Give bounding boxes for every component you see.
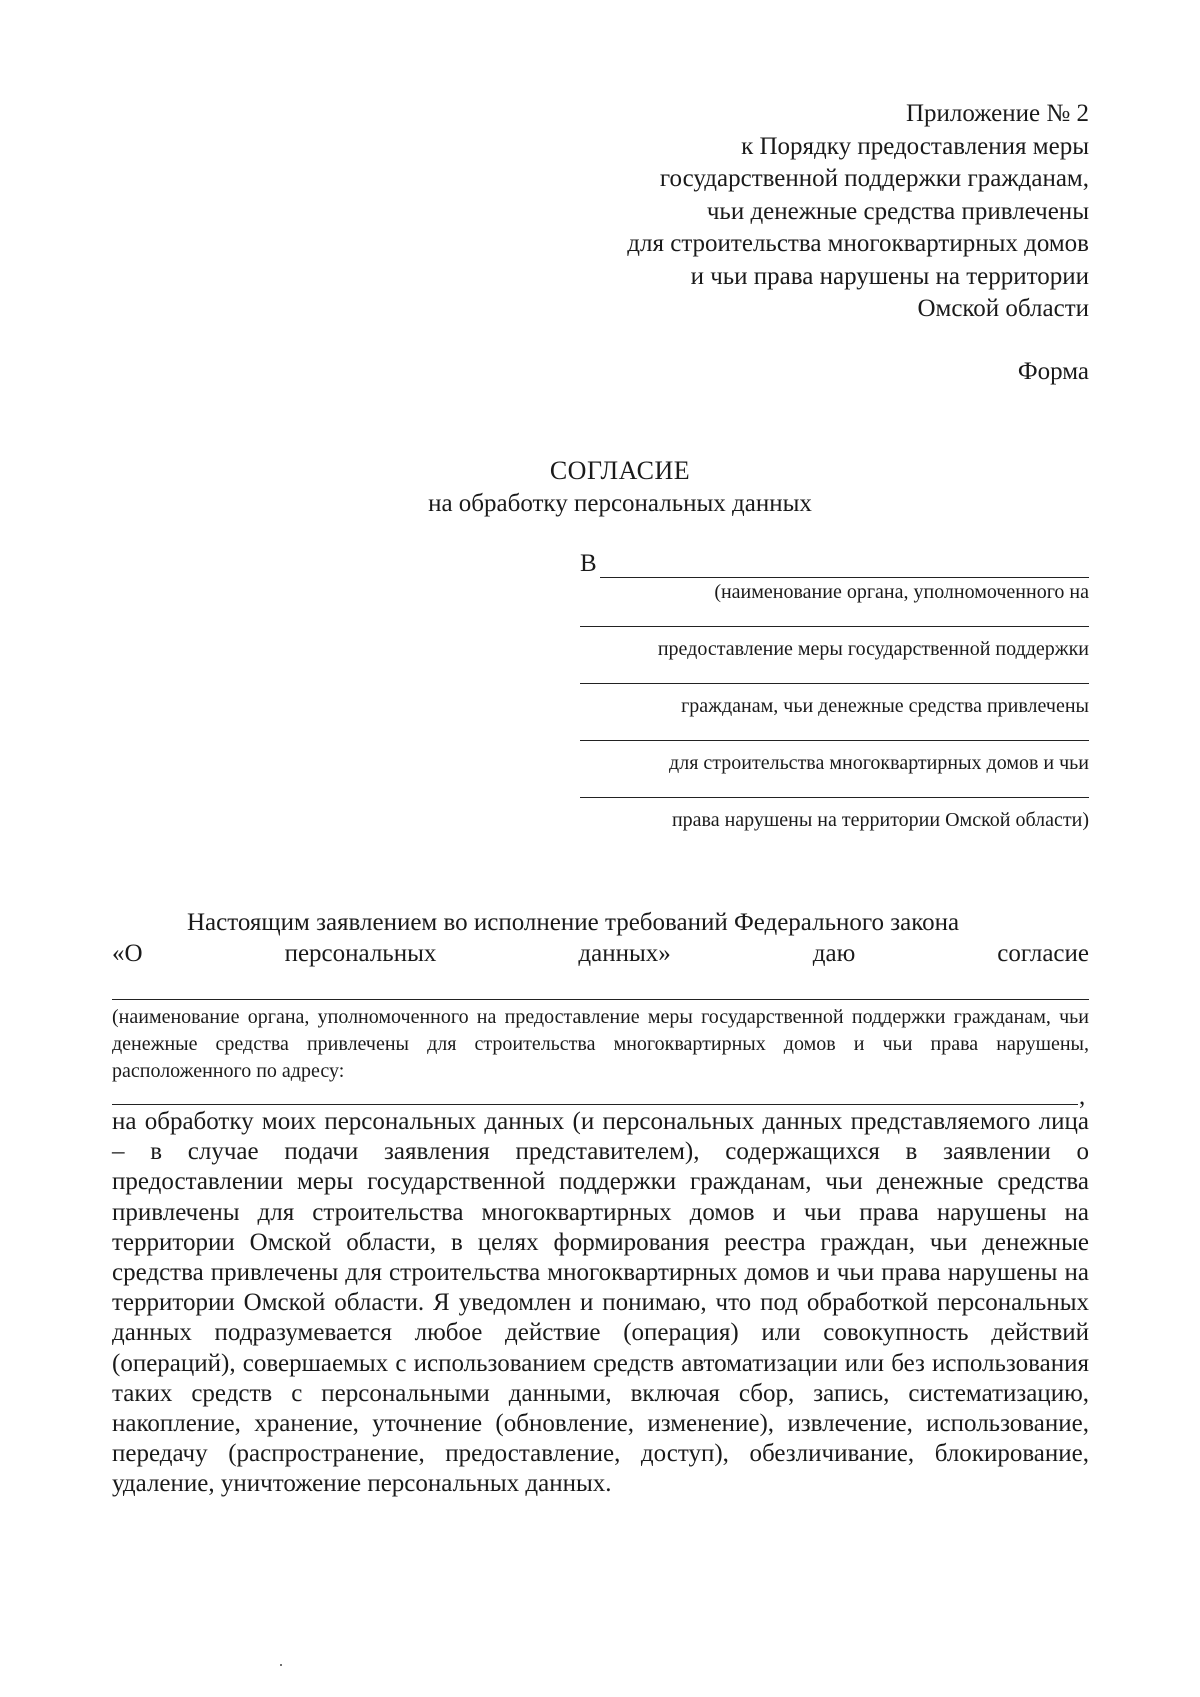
form-label: Форма — [1017, 358, 1089, 385]
appendix-line: Омской области — [917, 295, 1089, 322]
statement-word: даю — [812, 940, 856, 967]
statement-text: Настоящим заявлением во исполнение требований Федерального закона — [187, 909, 960, 936]
addressee-prefix: В — [580, 550, 597, 577]
statement-word: «О — [112, 940, 143, 967]
addressee-block — [580, 548, 1089, 833]
statement-word: данных» — [578, 940, 671, 967]
addressee-blank-line[interactable] — [580, 740, 1089, 741]
addressee-row — [580, 719, 1089, 750]
addressee-row — [580, 776, 1089, 807]
address-comma: , — [1079, 1083, 1086, 1110]
organization-blank-line[interactable] — [112, 999, 1089, 1000]
statement-line-1 — [112, 907, 1089, 938]
addressee-hint: предоставление меры государственной поддержки — [657, 638, 1089, 660]
consent-body: на обработку моих персональных данных (и персональных данных представляемого лица – в случае подачи заявления представителем), содержащихся в заявлении о предоставлении меры государственной поддержки гражданам, чьи денежные средства привлечены для строительства многоквартирных домов и чьи права нарушены на территории Омской области, в целях формирования реестра граждан, чьи денежные средства привлечены для строительства многоквартирных домов и чьи права нарушены на территории Омской области. Я уведомлен и понимаю, что под обработкой персональных данных подразумевается любое действие (операция) или совокупность действий (операций), совершаемых с использованием средств автоматизации или без использования таких средств с персональными данными, включая сбор, запись, систематизацию, накопление, хранение, уточнение (обновление, изменение), извлечение, использование, передачу (распространение, предоставление, доступ), обезличивание, блокирование, удаление, уничтожение персональных данных. — [112, 1108, 1089, 1498]
appendix-line: к Порядку предоставления меры — [741, 132, 1089, 160]
appendix-line: и чьи права нарушены на территории — [690, 262, 1089, 290]
addressee-row — [580, 548, 1089, 579]
addressee-hint: права нарушены на территории Омской области) — [671, 809, 1089, 831]
appendix-line: для строительства многоквартирных домов — [627, 230, 1089, 257]
statement-word: персональных — [284, 940, 437, 967]
addressee-hint: гражданам, чьи денежные средства привлечены — [681, 695, 1089, 717]
organization-hint: (наименование органа, уполномоченного на предоставление меры государственной поддержки гражданам, чьи денежные средства привлечены для строительства многоквартирных домов и чьи права нарушены, расположенного по адресу: — [112, 1006, 1089, 1082]
addressee-blank-line[interactable] — [580, 626, 1089, 627]
document-title: СОГЛАСИЕ — [549, 456, 691, 485]
addressee-hint: (наименование органа, уполномоченного на — [714, 581, 1089, 603]
appendix-line: чьи денежные средства привлечены — [706, 197, 1089, 225]
appendix-line: Приложение № 2 — [905, 100, 1089, 127]
appendix-line: государственной поддержки гражданам, — [659, 165, 1089, 192]
statement-word: согласие — [997, 940, 1089, 967]
statement-line-2 — [112, 938, 1089, 969]
appendix-header — [627, 98, 1089, 326]
statement-paragraph — [112, 907, 1089, 969]
addressee-blank-line[interactable] — [580, 797, 1089, 798]
scan-speck — [280, 1664, 282, 1666]
addressee-row — [580, 605, 1089, 636]
addressee-blank-line[interactable] — [600, 577, 1089, 578]
address-blank-line[interactable] — [112, 1104, 1078, 1105]
addressee-blank-line[interactable] — [580, 683, 1089, 684]
addressee-row — [580, 662, 1089, 693]
document-subtitle: на обработку персональных данных — [428, 490, 812, 517]
addressee-hint: для строительства многоквартирных домов и чьи — [669, 752, 1089, 774]
